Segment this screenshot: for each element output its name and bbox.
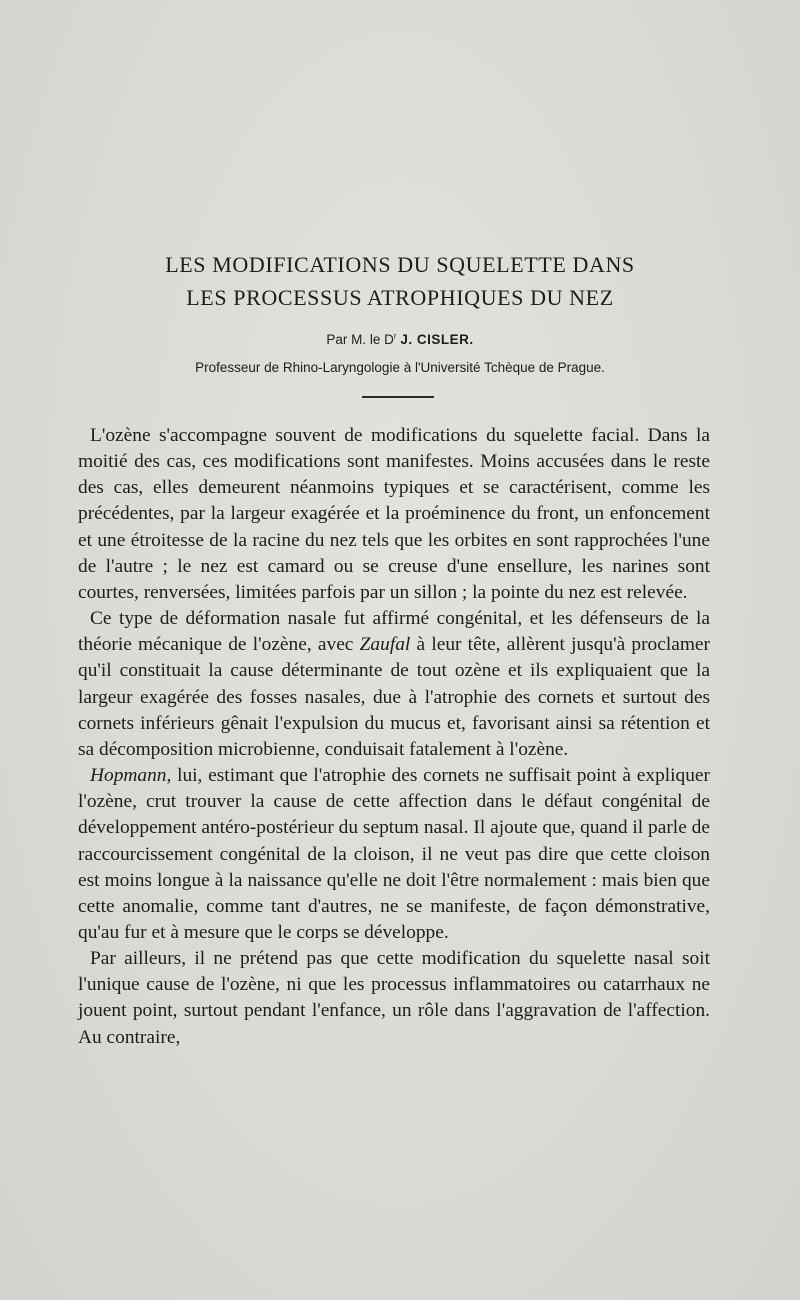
author-affiliation: Professeur de Rhino-Laryngologie à l'Université Tchèque de Prague.: [195, 360, 605, 375]
author-byline: [0, 330, 800, 350]
paragraph-3-text: , lui, estimant que l'atrophie des cornets ne suffisait point à expliquer l'ozène, crut trouver la cause de cette affection dans le défaut congénital de développement antéro-postérieur du septum nasal. Il ajoute que, quand il parle de raccourcissement congénital de la cloison, il ne veut pas dire que cette cloison est moins longue à la naissance qu'elle ne doit l'être normalement : mais bien que cette anomalie, comme tant d'autres, ne se manifeste, de façon démonstrative, qu'au fur et à mesure que le corps se développe.: [78, 765, 710, 943]
article-title: [0, 248, 800, 314]
title-line-2: LES PROCESSUS ATROPHIQUES DU NEZ: [186, 285, 614, 310]
paragraph-2-text-before: Ce type de déformation nasale fut affirmé congénital, et les défenseurs de la théorie mécanique de l'ozène, avec: [78, 608, 710, 656]
paragraph-2: [78, 606, 710, 763]
paragraph-1: L'ozène s'accompagne souvent de modifications du squelette facial. Dans la moitié des cas, ces modifications sont manifestes. Moins accusées dans le reste des cas, elles demeurent néanmoins typiques et se caractérisent, comme les précédentes, par la largeur exagérée et la proéminence du front, un enfoncement et une étroitesse de la racine du nez tels que les orbites en sont rapprochées l'une de l'autre ; le nez est camard ou se creuse d'une ensellure, les narines sont courtes, renversées, limitées parfois par un sillon ; la pointe du nez est relevée.: [78, 425, 710, 603]
title-line-1: LES MODIFICATIONS DU SQUELETTE DANS: [165, 252, 635, 277]
byline-prefix: Par M. le D: [326, 332, 394, 347]
paragraph-3: [78, 763, 710, 946]
paragraph-2-text-after: à leur tête, allèrent jusqu'à proclamer qu'il constituait la cause déterminante de tout ozène et ils expliquaient que la largeur exagérée des fosses nasales, due à l'atrophie des cornets et surtout des cornets inférieurs gênait l'expulsion du mucus et, favorisant ainsi sa rétention et sa décomposition microbienne, conduisait fatalement à l'ozène.: [78, 634, 711, 760]
title-separator-rule: [362, 396, 434, 398]
article-body: [78, 423, 710, 1051]
author-name: J. CISLER.: [400, 332, 474, 347]
author-reference-hopmann: Hopmann: [90, 765, 167, 787]
byline-superscript: r: [393, 331, 397, 341]
author-reference-zaufal: Zaufal: [359, 634, 411, 656]
paragraph-4: Par ailleurs, il ne prétend pas que cette modification du squelette nasal soit l'unique cause de l'ozène, ni que les processus inflammatoires ou catarrhaux ne jouent point, surtout pendant l'enfance, un rôle dans l'aggravation de l'affection. Au contraire,: [78, 948, 710, 1048]
